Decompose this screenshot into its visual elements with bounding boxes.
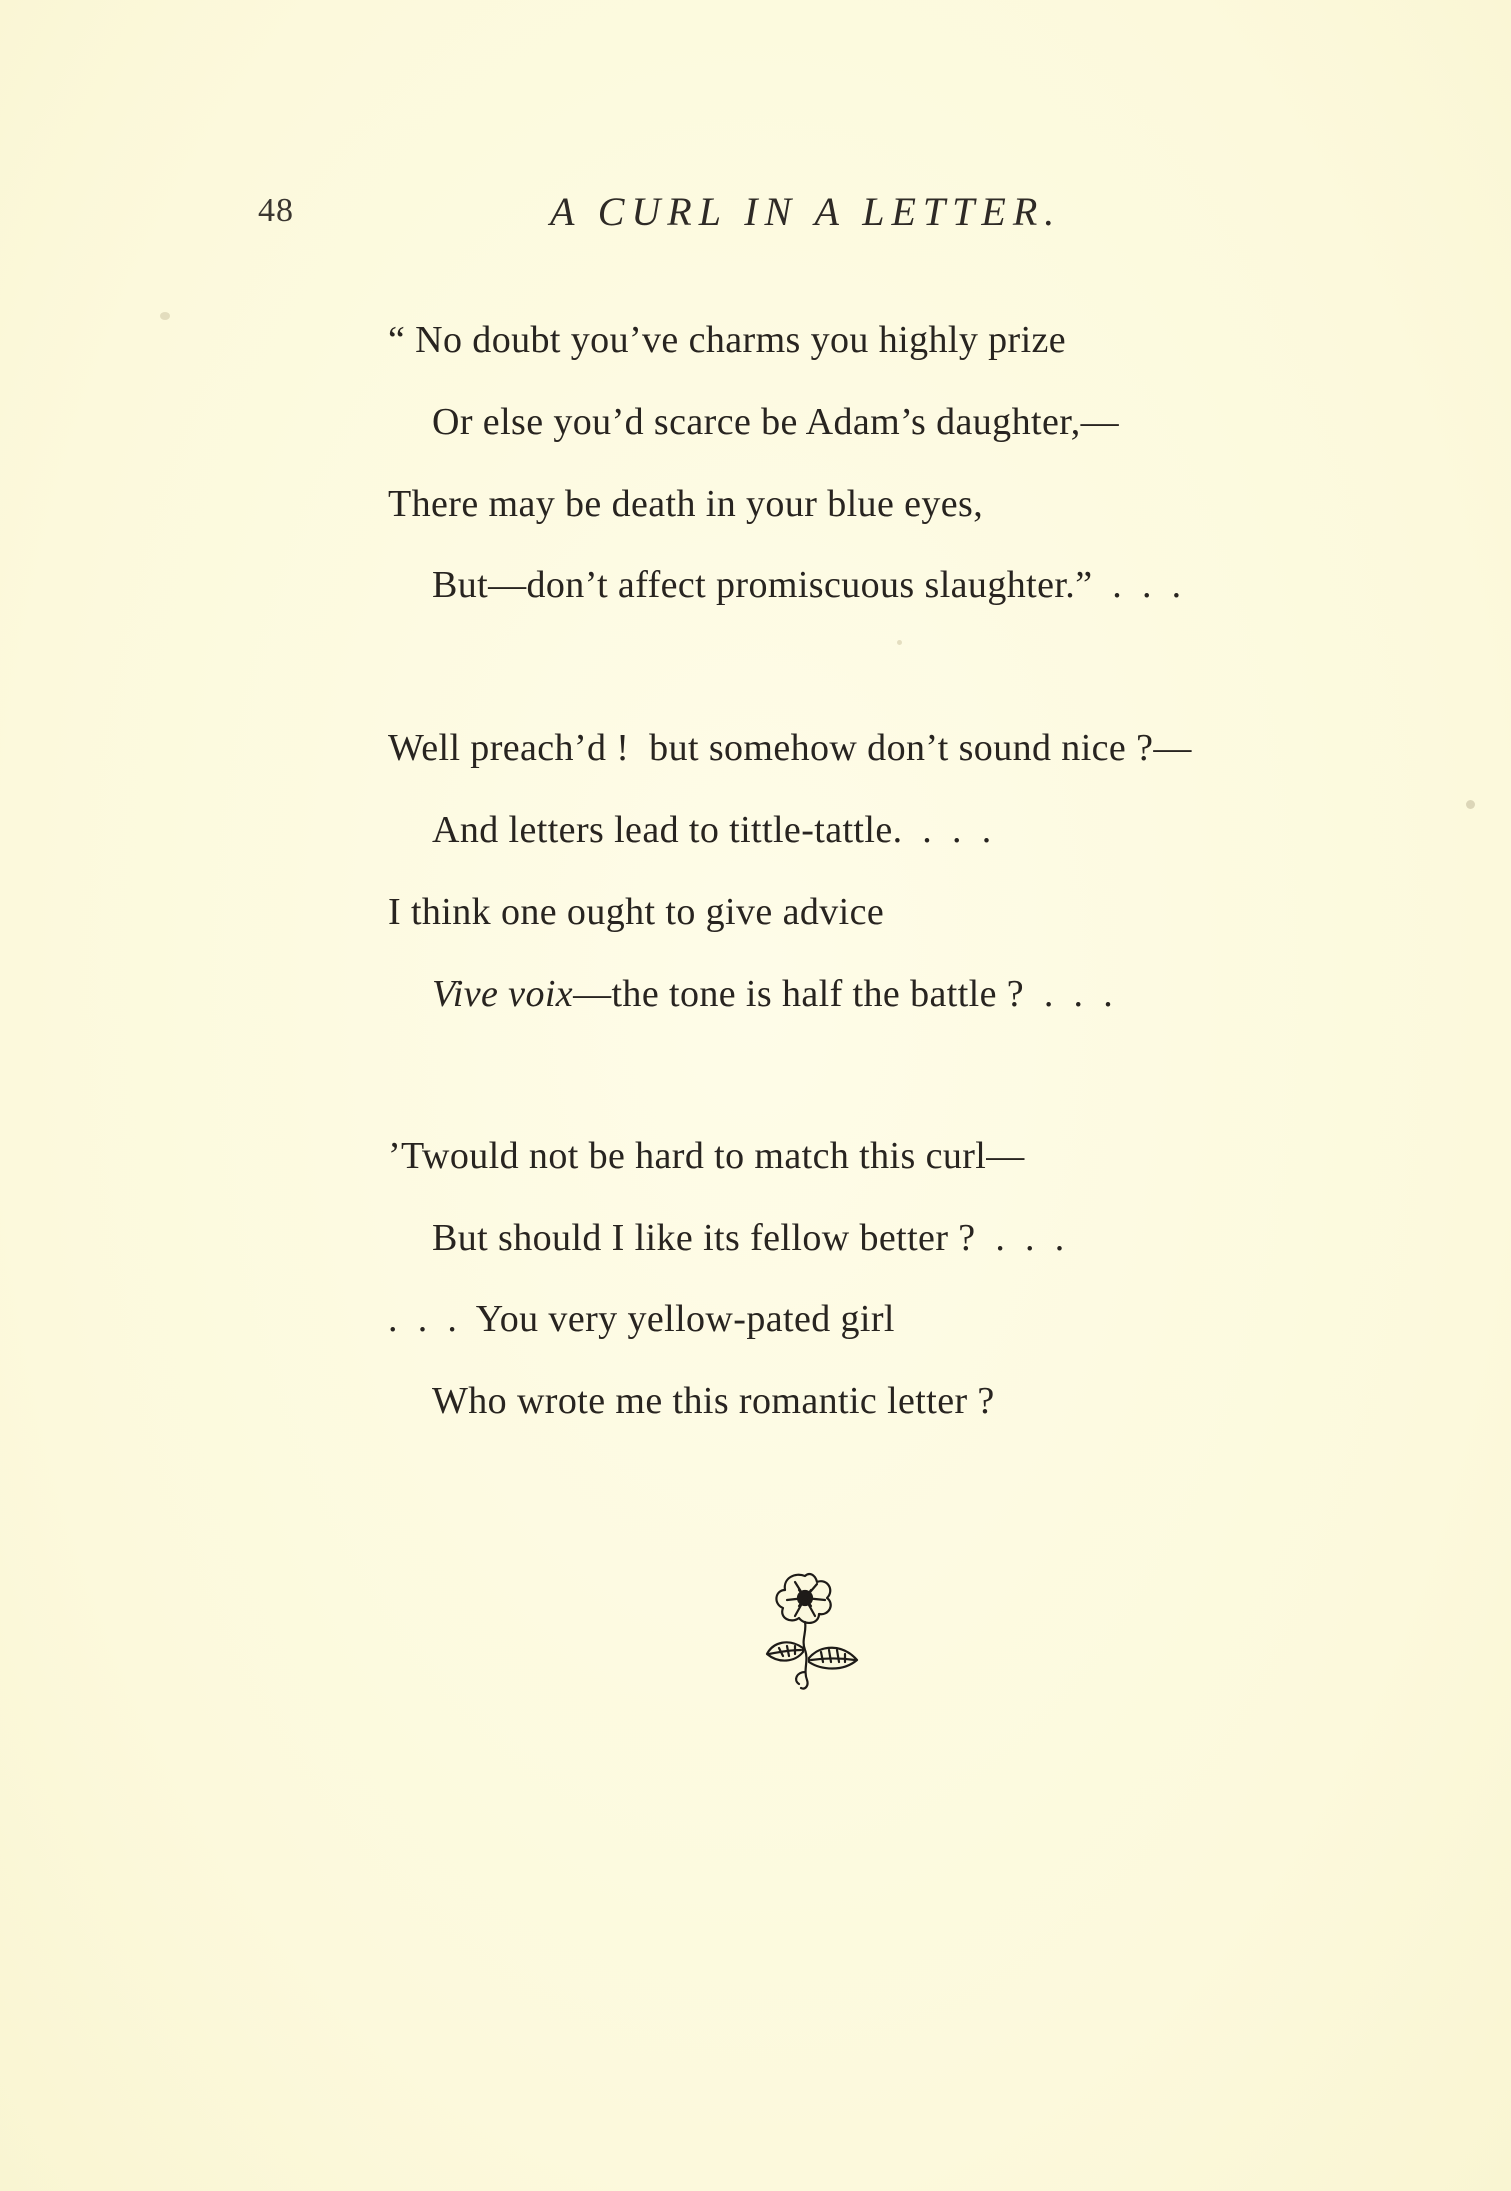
- poem-line: But should I like its fellow better ? . . .: [432, 1217, 1065, 1259]
- paper-speck: [160, 312, 170, 320]
- line-remainder: —the tone is half the battle ? . . .: [573, 973, 1114, 1015]
- poem-line: . . . You very yellow-pated girl: [388, 1298, 895, 1340]
- poem-line: Well preach’d ! but somehow don’t sound nice ?—: [388, 727, 1192, 769]
- poem-line: Or else you’d scarce be Adam’s daughter,—: [432, 401, 1120, 443]
- poem-line: “ No doubt you’ve charms you highly prize: [388, 319, 1067, 361]
- page-number: 48: [258, 192, 294, 229]
- poem-line: Who wrote me this romantic letter ?: [432, 1380, 995, 1422]
- poem-line: I think one ought to give advice: [388, 891, 885, 933]
- poem-line: [432, 972, 1113, 1016]
- paper-speck: [1466, 800, 1475, 809]
- running-title: A CURL IN A LETTER.: [550, 189, 1062, 234]
- italic-phrase: Vive voix: [432, 973, 574, 1015]
- paper-speck: [897, 640, 902, 645]
- poem-line: There may be death in your blue eyes,: [388, 483, 984, 525]
- flower-ornament-icon: [765, 1568, 859, 1692]
- poem-line: But—don’t affect promiscuous slaughter.” . . .: [432, 564, 1182, 606]
- poem-line: And letters lead to tittle-tattle. . . .: [432, 809, 992, 851]
- poem-line: ’Twould not be hard to match this curl—: [388, 1135, 1025, 1177]
